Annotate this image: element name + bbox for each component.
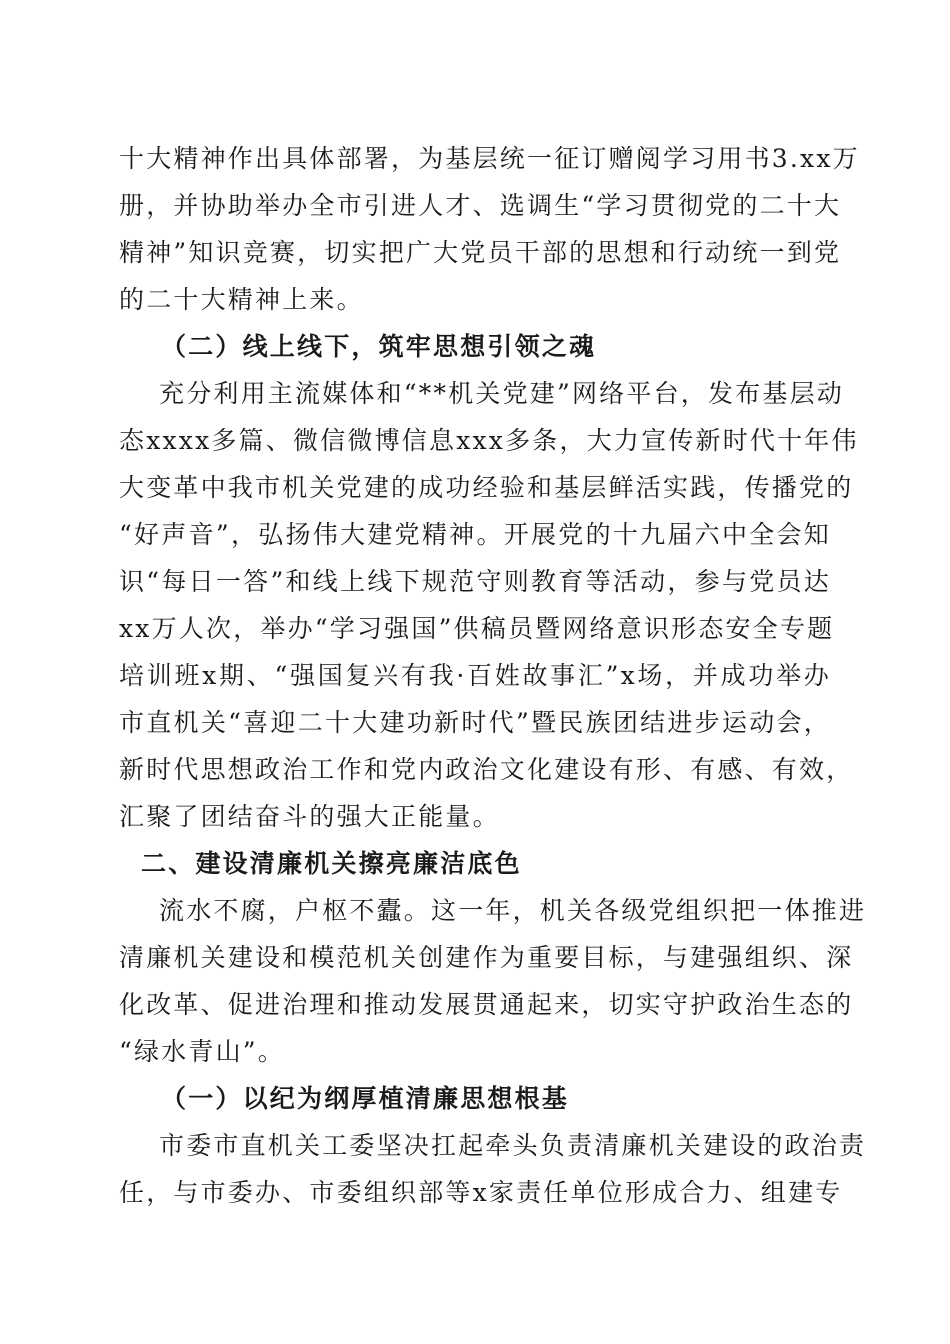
text-line: 市直机关“喜迎二十大建功新时代”暨民族团结进步运动会， — [119, 708, 831, 737]
text-line: 清廉机关建设和模范机关创建作为重要目标，与建强组织、深 — [119, 943, 854, 972]
section-subheading-2: （二）线上线下，筑牢思想引领之魂 — [161, 332, 597, 361]
text-line: xx万人次，举办“学习强国”供稿员暨网络意识形态安全专题 — [119, 614, 835, 643]
document-body — [119, 135, 867, 1216]
text-line: 新时代思想政治工作和党内政治文化建设有形、有感、有效， — [119, 755, 854, 784]
paragraph-committee — [119, 1122, 867, 1216]
text-line: 市委市直机关工委坚决扛起牵头负责清廉机关建设的政治责 — [159, 1131, 867, 1160]
text-line: 流水不腐，户枢不蠹。这一年，机关各级党组织把一体推进 — [159, 896, 867, 925]
text-line: “好声音”，弘扬伟大建党精神。开展党的十九届六中全会知 — [119, 520, 831, 549]
section-heading-2: 二、建设清廉机关擦亮廉洁底色 — [141, 849, 522, 878]
paragraph-clean — [119, 887, 867, 1075]
text-line: 任，与市委办、市委组织部等x家责任单位形成合力、组建专 — [119, 1178, 843, 1207]
text-line: 汇聚了团结奋斗的强大正能量。 — [119, 802, 500, 831]
section-subheading-1: （一）以纪为纲厚植清廉思想根基 — [161, 1084, 570, 1113]
text-line: “绿水青山”。 — [119, 1037, 285, 1066]
text-line: 态xxxx多篇、微信微博信息xxx多条，大力宣传新时代十年伟 — [119, 426, 859, 455]
text-line: 充分利用主流媒体和“**机关党建”网络平台，发布基层动 — [159, 379, 844, 408]
paragraph-online — [119, 370, 859, 840]
text-line: 化改革、促进治理和推动发展贯通起来，切实守护政治生态的 — [119, 990, 854, 1019]
text-line: 十大精神作出具体部署，为基层统一征订赠阅学习用书3.xx万 — [119, 144, 860, 173]
text-line: 册，并协助举办全市引进人才、选调生“学习贯彻党的二十大 — [119, 191, 842, 220]
text-line: 大变革中我市机关党建的成功经验和基层鲜活实践，传播党的 — [119, 473, 854, 502]
paragraph-intro-end — [119, 135, 860, 323]
text-line: 精神”知识竞赛，切实把广大党员干部的思想和行动统一到党 — [119, 238, 842, 267]
text-line: 培训班x期、“强国复兴有我·百姓故事汇”x场，并成功举办 — [119, 661, 831, 690]
text-line: 的二十大精神上来。 — [119, 285, 364, 314]
text-line: 识“每日一答”和线上线下规范守则教育等活动，参与党员达 — [119, 567, 831, 596]
